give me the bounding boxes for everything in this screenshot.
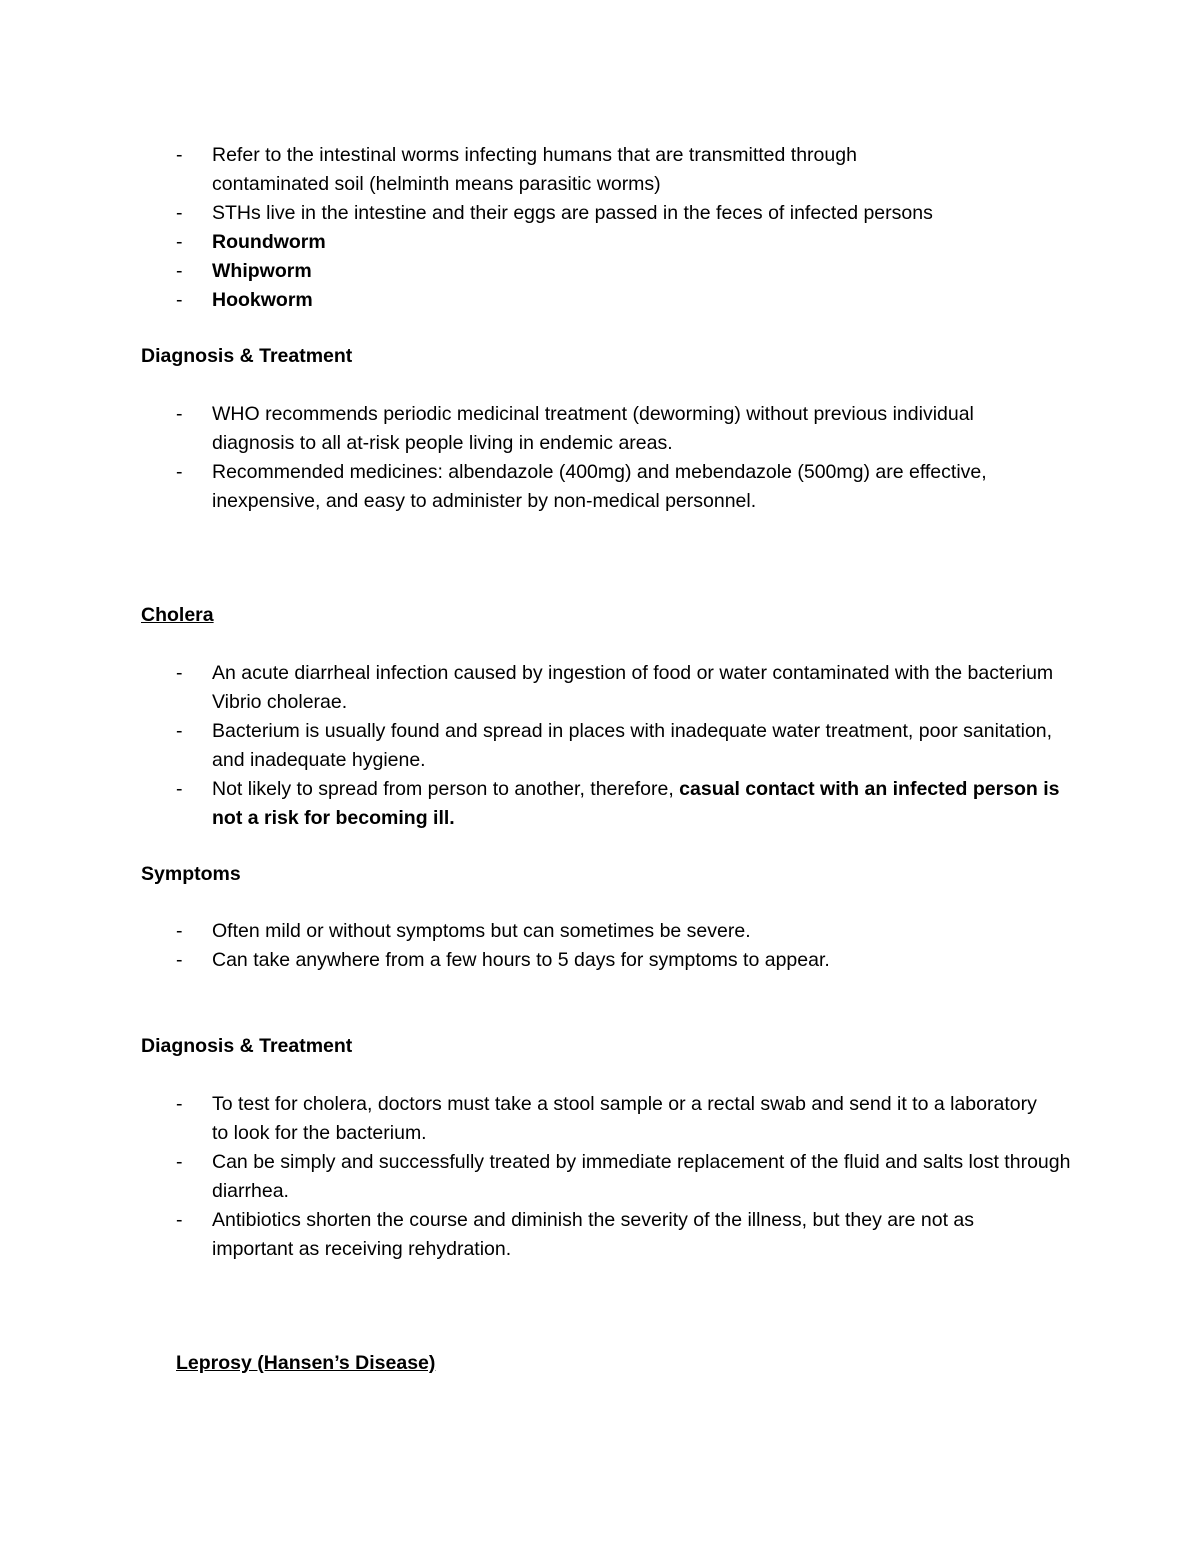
list-item <box>0 458 1200 516</box>
list-item-text <box>212 775 1072 833</box>
list-item-text: STHs live in the intestine and their eggs are passed in the feces of infected persons <box>212 202 933 224</box>
whipworm-label: Whipworm <box>212 260 312 282</box>
list-item-text: To test for cholera, doctors must take a stool sample or a rectal swab and send it to a laboratory to look for the bacterium. <box>212 1093 1037 1144</box>
list-dash: - <box>176 231 183 253</box>
list-dash: - <box>176 289 183 311</box>
list-dash: - <box>176 1151 183 1173</box>
list-item-text-bold: casual contact with an infected person is not a risk for becoming ill. <box>212 778 1060 829</box>
list-item <box>0 286 1200 315</box>
cholera-list <box>0 659 1200 833</box>
list-dash: - <box>176 403 183 425</box>
sth-diagnosis-heading: Diagnosis & Treatment <box>141 345 353 367</box>
list-dash: - <box>176 1209 183 1231</box>
list-item-text: Refer to the intestinal worms infecting humans that are transmitted through contaminated soil (helminth means parasitic worms) <box>212 144 857 195</box>
list-item <box>0 199 1200 228</box>
list-dash: - <box>176 144 183 166</box>
list-item <box>0 1148 1200 1206</box>
list-item-text: Antibiotics shorten the course and diminish the severity of the illness, but they are not as important as receiving rehydration. <box>212 1209 974 1260</box>
list-item <box>0 400 1200 458</box>
list-item-text: Recommended medicines: albendazole (400mg) and mebendazole (500mg) are effective, inexpensive, and easy to administer by non-medical personnel. <box>212 461 987 512</box>
list-item-text: Can be simply and successfully treated by immediate replacement of the fluid and salts lost through diarrhea. <box>212 1151 1071 1202</box>
sth-list <box>0 141 1200 315</box>
list-item <box>0 257 1200 286</box>
list-item-text: An acute diarrheal infection caused by ingestion of food or water contaminated with the bacterium Vibrio cholerae. <box>212 662 1054 713</box>
list-dash: - <box>176 461 183 483</box>
list-item-text: Bacterium is usually found and spread in places with inadequate water treatment, poor sanitation, and inadequate hygiene. <box>212 720 1053 771</box>
list-item-text: Often mild or without symptoms but can sometimes be severe. <box>212 920 751 942</box>
cholera-diagnosis-heading: Diagnosis & Treatment <box>141 1035 353 1057</box>
list-item <box>0 917 1200 946</box>
list-item <box>0 717 1200 775</box>
list-item <box>0 946 1200 975</box>
hookworm-label: Hookworm <box>212 289 313 311</box>
list-item <box>0 228 1200 257</box>
list-dash: - <box>176 1093 183 1115</box>
list-dash: - <box>176 260 183 282</box>
list-dash: - <box>176 920 183 942</box>
list-item <box>0 1090 1200 1148</box>
cholera-diagnosis-list <box>0 1090 1200 1264</box>
leprosy-title: Leprosy (Hansen’s Disease) <box>176 1352 436 1374</box>
list-item-text: Can take anywhere from a few hours to 5 days for symptoms to appear. <box>212 949 830 971</box>
list-item-text: WHO recommends periodic medicinal treatment (deworming) without previous individual diagnosis to all at-risk people living in endemic areas. <box>212 403 974 454</box>
list-item <box>0 659 1200 717</box>
list-dash: - <box>176 720 183 742</box>
roundworm-label: Roundworm <box>212 231 326 253</box>
symptoms-heading: Symptoms <box>141 863 241 885</box>
list-dash: - <box>176 662 183 684</box>
list-dash: - <box>176 202 183 224</box>
sth-diagnosis-list <box>0 400 1200 516</box>
list-dash: - <box>176 949 183 971</box>
list-item <box>0 775 1200 833</box>
list-dash: - <box>176 778 183 800</box>
list-item <box>0 1206 1200 1264</box>
symptoms-list <box>0 917 1200 975</box>
cholera-title: Cholera <box>141 604 214 626</box>
list-item-text-plain: Not likely to spread from person to another, therefore, <box>212 778 680 800</box>
list-item <box>0 141 1200 199</box>
